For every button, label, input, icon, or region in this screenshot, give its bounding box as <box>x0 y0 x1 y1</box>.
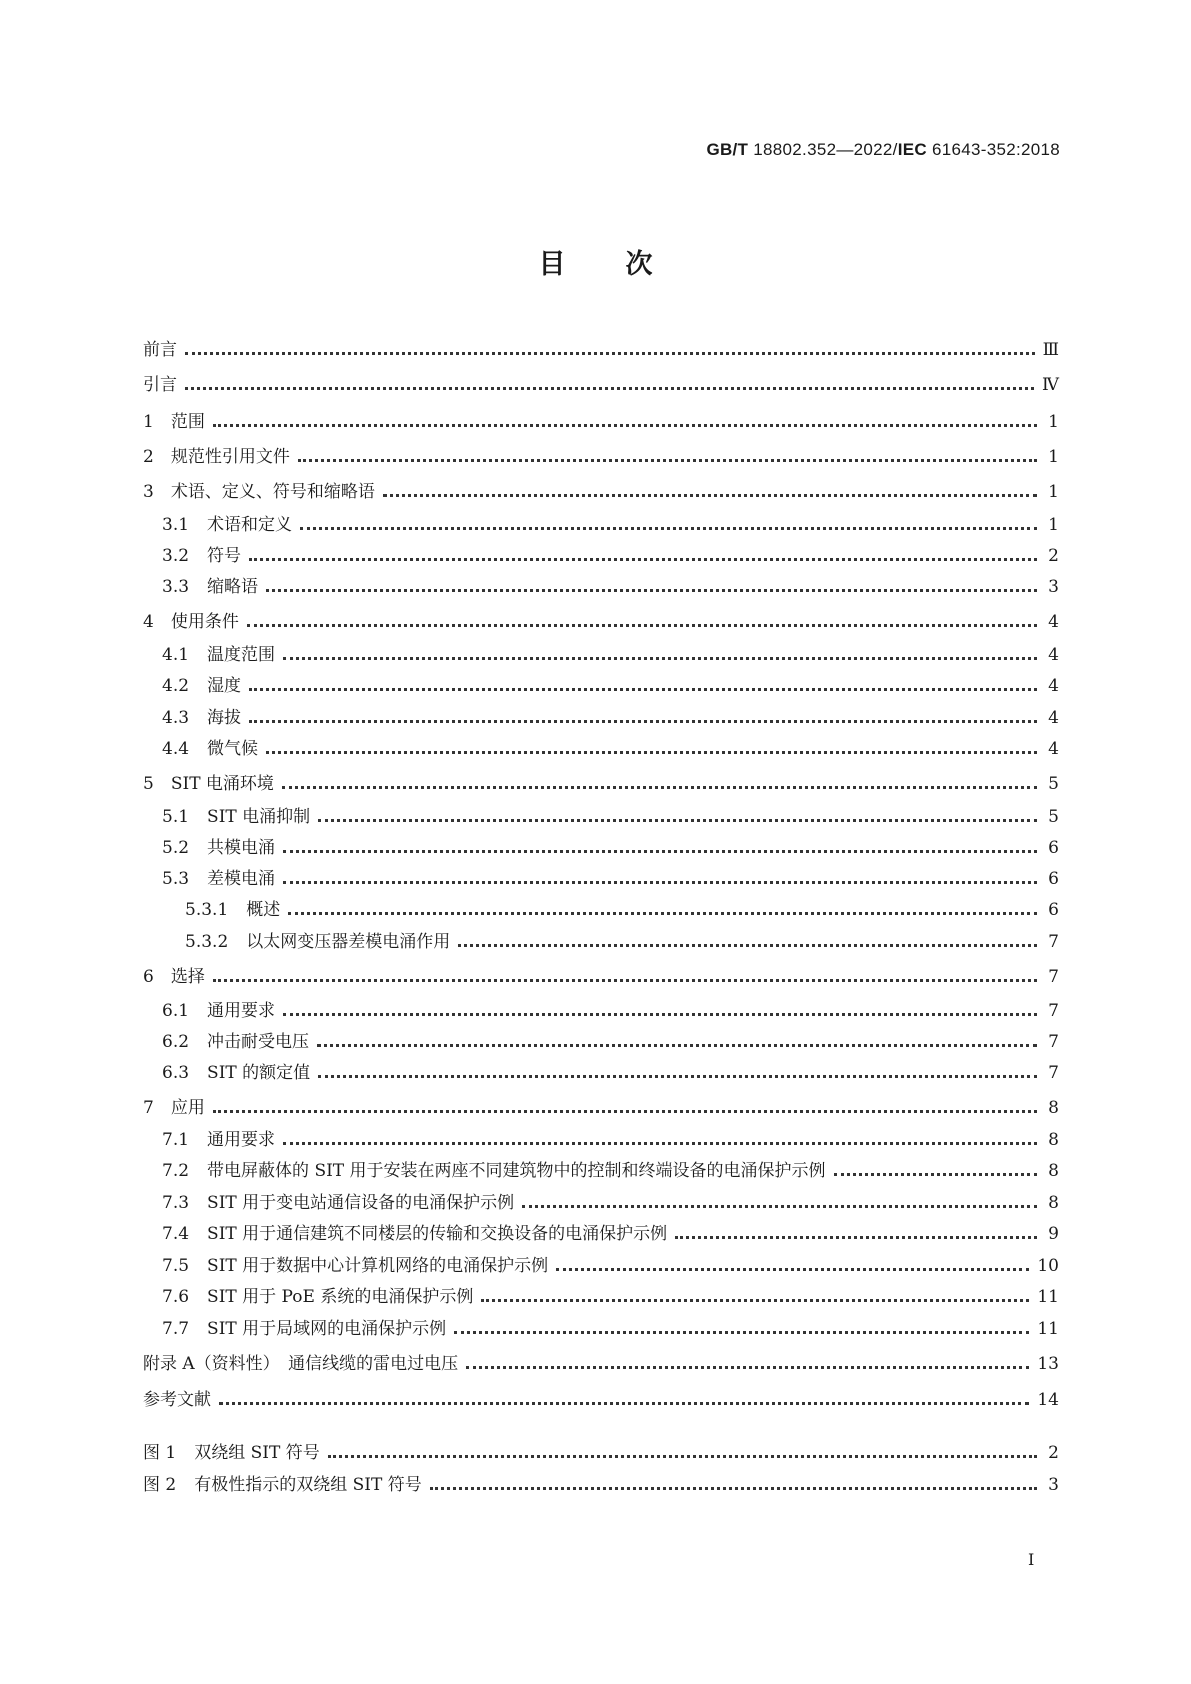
toc-entry[interactable] <box>162 1221 1059 1247</box>
toc-entry-label: 温度范围 <box>207 645 276 665</box>
toc-entry[interactable] <box>162 736 1059 762</box>
toc-entry-number: 3.2 <box>162 546 190 566</box>
toc-entry-page: 10 <box>1037 1256 1059 1276</box>
iec-prefix: IEC <box>897 140 927 159</box>
standard-prefix: GB/T <box>706 140 749 159</box>
toc-entry-page: 14 <box>1037 1390 1059 1410</box>
toc-entry-page: 7 <box>1048 1032 1059 1052</box>
toc-entry-label: SIT 用于通信建筑不同楼层的传输和交换设备的电涌保护示例 <box>207 1224 668 1244</box>
toc-entry-page: 1 <box>1048 515 1059 535</box>
toc-entry-page: 1 <box>1048 482 1059 502</box>
toc-entry-number: 7 <box>143 1098 154 1118</box>
toc-entry-number: 图 1 <box>143 1443 177 1463</box>
toc-dot-leader <box>282 786 1037 789</box>
toc-entry-page: 1 <box>1048 447 1059 467</box>
toc-entry-page: 8 <box>1048 1161 1059 1181</box>
toc-entry-number: 7.2 <box>162 1161 190 1181</box>
toc-dot-leader <box>247 624 1037 627</box>
toc-entry[interactable] <box>162 1060 1059 1086</box>
toc-entry-label: 术语和定义 <box>207 515 293 535</box>
toc-entry[interactable] <box>143 1472 1059 1498</box>
toc-entry-number: 4.2 <box>162 676 190 696</box>
standard-code: 18802.352—2022/ <box>748 140 898 159</box>
toc-entry-page: 8 <box>1048 1193 1059 1213</box>
toc-dot-leader <box>522 1205 1037 1208</box>
toc-entry-label: 以太网变压器差模电涌作用 <box>246 932 451 952</box>
toc-dot-leader <box>213 1110 1037 1113</box>
toc-entry-page: 3 <box>1048 1475 1059 1495</box>
toc-entry[interactable] <box>143 1387 1059 1413</box>
toc-entry-page: 6 <box>1048 900 1059 920</box>
toc-entry-page: Ⅲ <box>1042 340 1059 360</box>
toc-entry-label: SIT 用于变电站通信设备的电涌保护示例 <box>207 1193 515 1213</box>
toc-entry-page: 7 <box>1048 1063 1059 1083</box>
standard-number <box>706 140 1060 160</box>
toc-entry-label: SIT 用于局域网的电涌保护示例 <box>207 1319 447 1339</box>
toc-entry-page: 7 <box>1048 1001 1059 1021</box>
toc-dot-leader <box>249 720 1037 723</box>
toc-entry-page: 2 <box>1048 1443 1059 1463</box>
toc-entry-label: 通用要求 <box>207 1001 276 1021</box>
toc-entry-number: 7.3 <box>162 1193 190 1213</box>
toc-entry[interactable] <box>162 574 1059 600</box>
toc-entry[interactable] <box>143 964 1059 990</box>
toc-entry-page: 13 <box>1037 1354 1059 1374</box>
toc-entry-page: 7 <box>1048 932 1059 952</box>
toc-entry-page: 11 <box>1037 1287 1059 1307</box>
toc-entry[interactable] <box>143 1351 1059 1377</box>
toc-dot-leader <box>266 589 1037 592</box>
toc-entry[interactable] <box>162 1127 1059 1153</box>
toc-entry-number: 6.3 <box>162 1063 190 1083</box>
toc-entry-number: 5 <box>143 774 154 794</box>
toc-entry-label: 带电屏蔽体的 SIT 用于安装在两座不同建筑物中的控制和终端设备的电涌保护示例 <box>207 1161 826 1181</box>
toc-entry-label: SIT 的额定值 <box>207 1063 311 1083</box>
toc-entry[interactable] <box>162 866 1059 892</box>
toc-entry[interactable] <box>162 1284 1059 1310</box>
toc-entry[interactable] <box>143 337 1059 363</box>
toc-entry-label: 范围 <box>170 412 205 432</box>
toc-entry-label: 规范性引用文件 <box>170 447 290 467</box>
toc-entry-label: 符号 <box>207 546 242 566</box>
toc-dot-leader <box>318 819 1037 822</box>
toc-dot-leader <box>466 1366 1029 1369</box>
toc-dot-leader <box>283 657 1037 660</box>
toc-dot-leader <box>288 912 1037 915</box>
toc-dot-leader <box>318 1075 1037 1078</box>
toc-entry-number: 5.3.1 <box>185 900 229 920</box>
toc-entry-number: 6 <box>143 967 154 987</box>
toc-entry-label: 缩略语 <box>207 577 259 597</box>
toc-entry[interactable] <box>143 409 1059 435</box>
toc-entry-label: 前言 <box>143 340 177 360</box>
iec-code: 61643-352:2018 <box>926 140 1060 159</box>
toc-entry-number: 7.4 <box>162 1224 190 1244</box>
toc-entry[interactable] <box>162 804 1059 830</box>
toc-entry-label: SIT 用于 PoE 系统的电涌保护示例 <box>207 1287 474 1307</box>
toc-entry[interactable] <box>162 673 1059 699</box>
toc-dot-leader <box>300 527 1037 530</box>
toc-dot-leader <box>675 1236 1037 1239</box>
toc-entry-number: 6.1 <box>162 1001 190 1021</box>
toc-entry-page: 5 <box>1048 774 1059 794</box>
toc-entry-page: Ⅳ <box>1042 375 1059 395</box>
toc-entry-number: 图 2 <box>143 1475 177 1495</box>
toc-entry[interactable] <box>162 1316 1059 1342</box>
toc-entry-number: 7.6 <box>162 1287 190 1307</box>
toc-entry-label: 海拔 <box>207 708 242 728</box>
toc-dot-leader <box>283 850 1037 853</box>
toc-entry-number: 4.3 <box>162 708 190 728</box>
toc-entry-number: 6.2 <box>162 1032 190 1052</box>
toc-dot-leader <box>298 459 1037 462</box>
toc-entry-number: 7.5 <box>162 1256 190 1276</box>
toc-entry-page: 4 <box>1048 612 1059 632</box>
page-number: I <box>1028 1550 1035 1569</box>
toc-entry[interactable] <box>143 444 1059 470</box>
toc-dot-leader <box>213 979 1037 982</box>
toc-entry-page: 11 <box>1037 1319 1059 1339</box>
toc-entry[interactable] <box>143 609 1059 635</box>
toc-entry[interactable] <box>162 835 1059 861</box>
toc-entry-number: 3.1 <box>162 515 190 535</box>
toc-entry[interactable] <box>162 1158 1059 1184</box>
toc-entry-label: 应用 <box>170 1098 205 1118</box>
toc-entry[interactable] <box>162 1253 1059 1279</box>
toc-entry-number: 1 <box>143 412 154 432</box>
toc-entry-page: 9 <box>1048 1224 1059 1244</box>
toc-entry-label: 共模电涌 <box>207 838 276 858</box>
toc-entry-page: 4 <box>1048 708 1059 728</box>
toc-entry-label: 附录 A（资料性） 通信线缆的雷电过电压 <box>143 1354 459 1374</box>
toc-dot-leader <box>219 1402 1029 1405</box>
toc-dot-leader <box>283 1013 1037 1016</box>
toc-entry-number: 4 <box>143 612 154 632</box>
toc-dot-leader <box>481 1299 1029 1302</box>
toc-entry-page: 8 <box>1048 1130 1059 1150</box>
toc-entry-page: 4 <box>1048 645 1059 665</box>
toc-entry[interactable] <box>143 771 1059 797</box>
toc-dot-leader <box>383 494 1037 497</box>
toc-entry-label: SIT 电涌环境 <box>170 774 274 794</box>
toc-entry-number: 7.1 <box>162 1130 190 1150</box>
toc-dot-leader <box>328 1455 1037 1458</box>
toc-entry[interactable] <box>143 479 1059 505</box>
toc-entry[interactable] <box>162 1190 1059 1216</box>
toc-entry-label: 双绕组 SIT 符号 <box>194 1443 320 1463</box>
toc-dot-leader <box>185 352 1035 355</box>
toc-entry-page: 7 <box>1048 967 1059 987</box>
toc-entry[interactable] <box>162 543 1059 569</box>
toc-entry-label: 使用条件 <box>170 612 239 632</box>
toc-dot-leader <box>213 424 1037 427</box>
toc-entry-number: 5.1 <box>162 807 190 827</box>
toc-entry[interactable] <box>162 998 1059 1024</box>
toc-dot-leader <box>266 751 1037 754</box>
toc-dot-leader <box>249 558 1037 561</box>
toc-dot-leader <box>283 881 1037 884</box>
toc-dot-leader <box>458 944 1037 947</box>
toc-entry-number: 5.2 <box>162 838 190 858</box>
toc-entry-number: 5.3 <box>162 869 190 889</box>
toc-entry-label: 有极性指示的双绕组 SIT 符号 <box>194 1475 422 1495</box>
toc-entry-page: 1 <box>1048 412 1059 432</box>
toc-dot-leader <box>283 1142 1037 1145</box>
toc-entry-label: SIT 用于数据中心计算机网络的电涌保护示例 <box>207 1256 549 1276</box>
toc-entry-number: 3 <box>143 482 154 502</box>
toc-entry-page: 2 <box>1048 546 1059 566</box>
toc-entry-number: 2 <box>143 447 154 467</box>
toc-dot-leader <box>317 1044 1037 1047</box>
toc-entry[interactable] <box>143 1095 1059 1121</box>
toc-entry-label: 湿度 <box>207 676 242 696</box>
toc-entry-number: 5.3.2 <box>185 932 229 952</box>
toc-entry-page: 6 <box>1048 838 1059 858</box>
toc-entry-page: 8 <box>1048 1098 1059 1118</box>
toc-entry-page: 5 <box>1048 807 1059 827</box>
toc-entry-label: 选择 <box>170 967 205 987</box>
toc-entry-page: 4 <box>1048 676 1059 696</box>
toc-entry[interactable] <box>185 897 1059 923</box>
toc-entry[interactable] <box>162 512 1059 538</box>
toc-entry[interactable] <box>162 705 1059 731</box>
toc-entry[interactable] <box>185 929 1059 955</box>
toc-entry-label: 引言 <box>143 375 177 395</box>
toc-entry-label: 术语、定义、符号和缩略语 <box>170 482 375 502</box>
toc-entry-page: 4 <box>1048 739 1059 759</box>
toc-entry-label: SIT 电涌抑制 <box>207 807 311 827</box>
toc-entry-number: 7.7 <box>162 1319 190 1339</box>
toc-entry[interactable] <box>162 642 1059 668</box>
toc-entry-label: 微气候 <box>207 739 259 759</box>
toc-dot-leader <box>185 387 1034 390</box>
toc-dot-leader <box>430 1487 1037 1490</box>
toc-entry-label: 差模电涌 <box>207 869 276 889</box>
page-title: 目次 <box>538 249 713 280</box>
toc-entry-label: 冲击耐受电压 <box>207 1032 310 1052</box>
toc-dot-leader <box>454 1331 1029 1334</box>
toc-dot-leader <box>834 1173 1037 1176</box>
toc-entry[interactable] <box>162 1029 1059 1055</box>
toc-entry-page: 6 <box>1048 869 1059 889</box>
toc-entry[interactable] <box>143 372 1059 398</box>
toc-dot-leader <box>556 1268 1029 1271</box>
toc-entry[interactable] <box>143 1440 1059 1466</box>
toc-dot-leader <box>249 688 1037 691</box>
toc-entry-number: 4.4 <box>162 739 190 759</box>
toc-entry-page: 3 <box>1048 577 1059 597</box>
toc-entry-label: 通用要求 <box>207 1130 276 1150</box>
toc-entry-label: 参考文献 <box>143 1390 211 1410</box>
toc-entry-number: 3.3 <box>162 577 190 597</box>
toc-entry-number: 4.1 <box>162 645 190 665</box>
toc-entry-label: 概述 <box>246 900 281 920</box>
